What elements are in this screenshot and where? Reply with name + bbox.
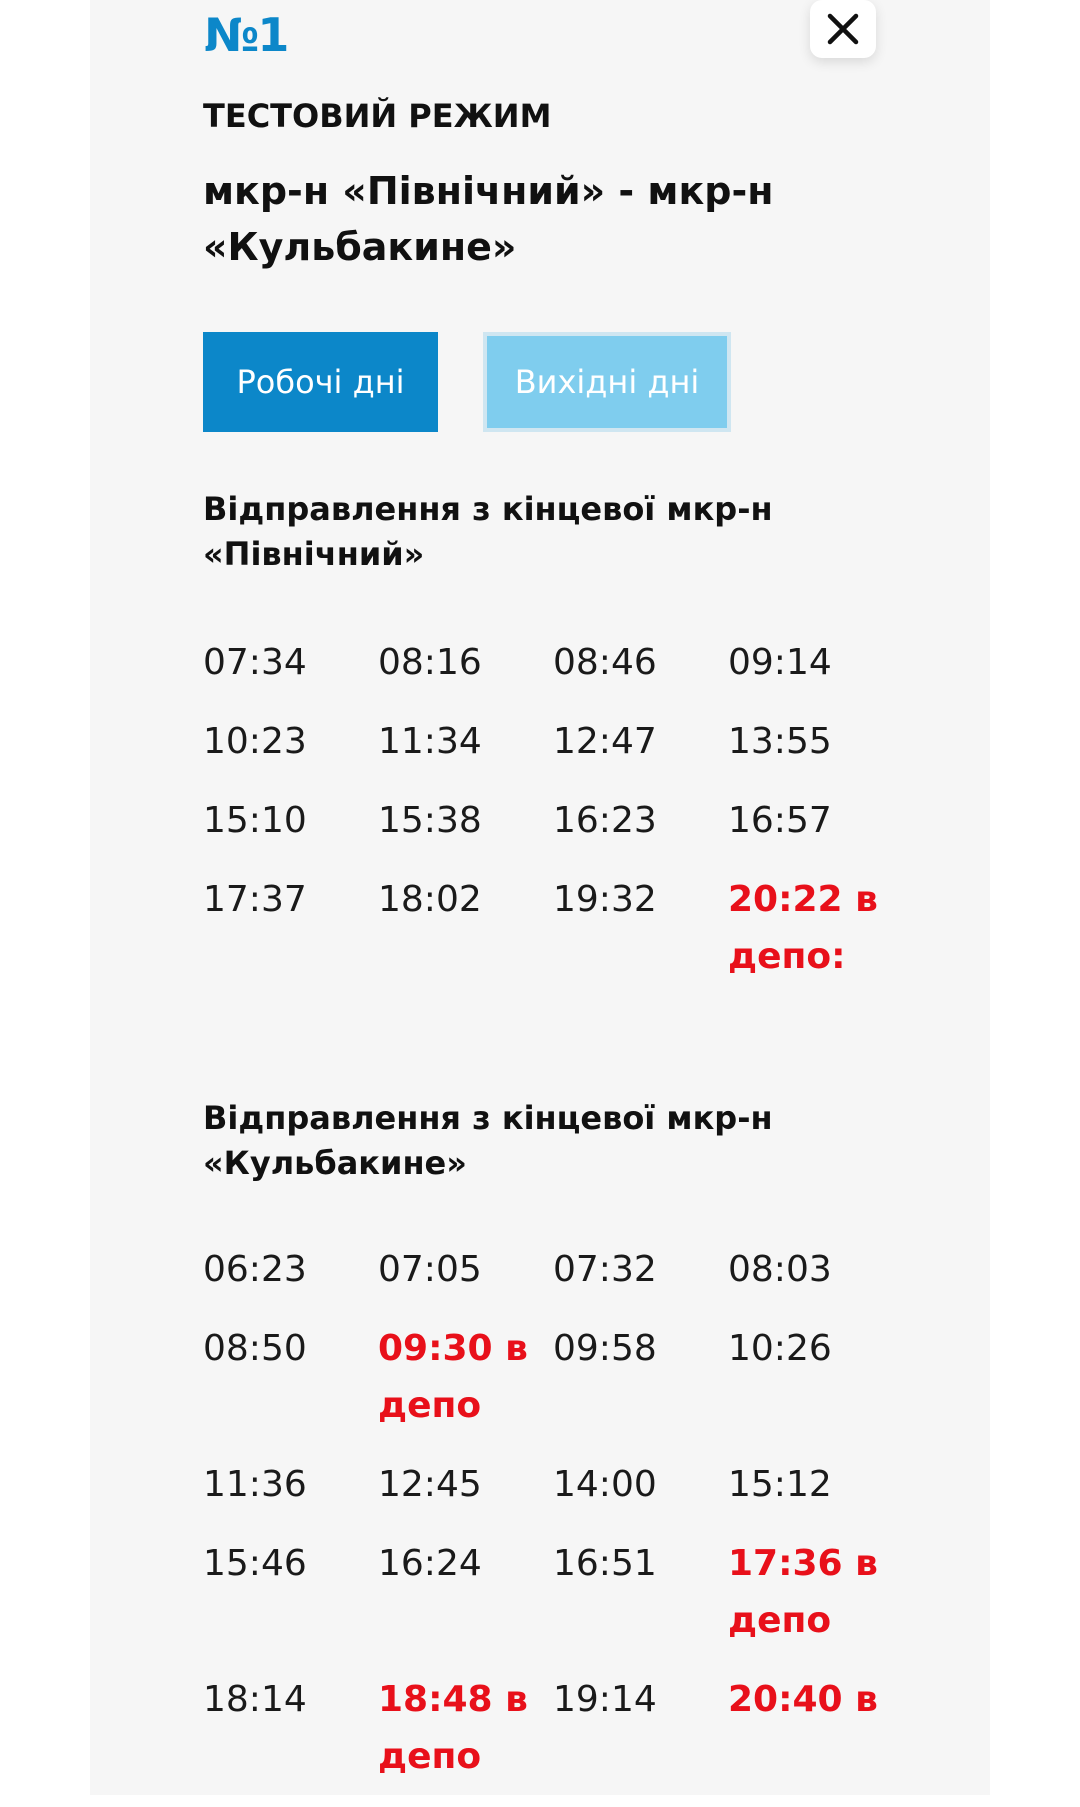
depot-departure-time: 17:36 в депо	[728, 1543, 878, 1641]
departure-time: 15:10	[203, 800, 307, 841]
departure-time: 07:32	[553, 1249, 657, 1290]
departure-time: 08:46	[553, 642, 657, 683]
depot-departure-time: 18:48 в депо	[378, 1679, 528, 1777]
schedule-row	[203, 713, 903, 770]
departure-time: 16:51	[553, 1543, 657, 1584]
route-title: мкр-н «Північний» - мкр-н «Кульбакине»	[203, 169, 774, 269]
departure-time: 15:38	[378, 800, 482, 841]
departure-time: 15:12	[728, 1464, 832, 1505]
departure-time: 14:00	[553, 1464, 657, 1505]
schedule-grid-kulbakyne	[203, 1241, 903, 1807]
departure-time: 08:50	[203, 1328, 307, 1369]
logo: №1	[204, 8, 288, 62]
departure-time: 10:26	[728, 1328, 832, 1369]
departure-time: 08:03	[728, 1249, 832, 1290]
departure-time: 16:24	[378, 1543, 482, 1584]
close-button[interactable]	[810, 0, 876, 58]
depot-departure-time: 09:30 в депо	[378, 1328, 528, 1426]
departure-time: 11:36	[203, 1464, 307, 1505]
departure-time: 07:05	[378, 1249, 482, 1290]
departure-time: 10:23	[203, 721, 307, 762]
depot-departure-time: 20:22 в депо:	[728, 879, 878, 977]
schedule-row	[203, 1671, 903, 1785]
departure-time: 18:02	[378, 879, 482, 920]
departure-time: 12:47	[553, 721, 657, 762]
schedule-row	[203, 1320, 903, 1434]
departure-time: 09:14	[728, 642, 832, 683]
schedule-row	[203, 792, 903, 849]
close-icon	[825, 11, 861, 47]
departure-time: 17:37	[203, 879, 307, 920]
departure-time: 15:46	[203, 1543, 307, 1584]
departure-time: 08:16	[378, 642, 482, 683]
departure-time: 19:14	[553, 1679, 657, 1720]
schedule-grid-pivnichnyi	[203, 634, 903, 1007]
departure-time: 07:34	[203, 642, 307, 683]
mode-label: ТЕСТОВИЙ РЕЖИМ	[203, 97, 552, 135]
departure-time: 11:34	[378, 721, 482, 762]
departure-time: 16:23	[553, 800, 657, 841]
schedule-row	[203, 1535, 903, 1649]
schedule-row	[203, 1241, 903, 1298]
tab-workdays[interactable]: Робочі дні	[203, 332, 438, 432]
schedule-row	[203, 1456, 903, 1513]
departure-time: 19:32	[553, 879, 657, 920]
departure-time: 12:45	[378, 1464, 482, 1505]
schedule-row	[203, 634, 903, 691]
departure-time: 09:58	[553, 1328, 657, 1369]
departure-time: 06:23	[203, 1249, 307, 1290]
depot-departure-time: 20:40 в	[728, 1679, 878, 1720]
section-title-kulbakyne: Відправлення з кінцевої мкр-н «Кульбакине»	[203, 1099, 773, 1182]
departure-time: 18:14	[203, 1679, 307, 1720]
section-title-pivnichnyi: Відправлення з кінцевої мкр-н «Північний»	[203, 490, 773, 573]
schedule-row	[203, 871, 903, 985]
departure-time: 16:57	[728, 800, 832, 841]
tab-weekends[interactable]: Вихідні дні	[483, 332, 731, 432]
departure-time: 13:55	[728, 721, 832, 762]
